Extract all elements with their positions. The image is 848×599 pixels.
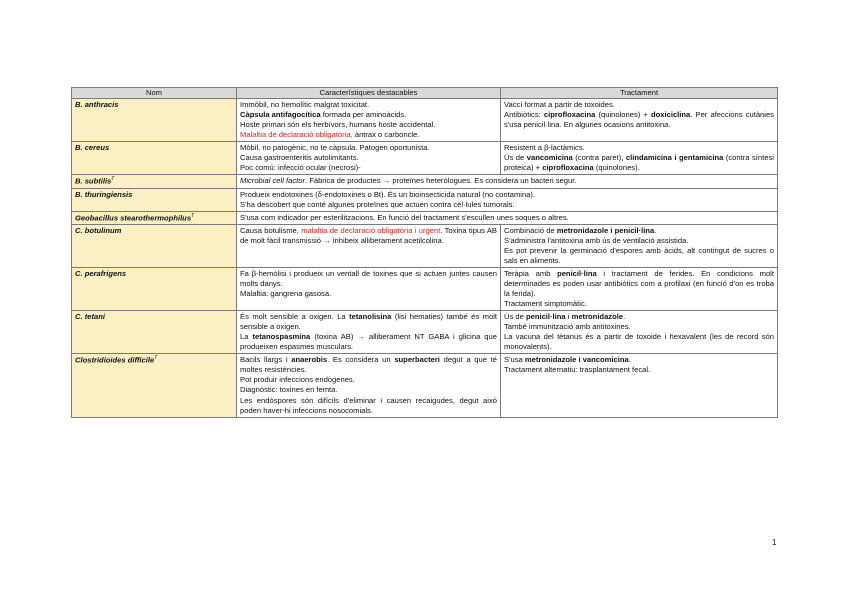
bacterium-name: C. botulinum xyxy=(72,225,237,268)
bacteria-table xyxy=(71,87,778,418)
treatment-cell: S'usa metronidazole i vancomicina. Tractament alternatiu: trasplantament fecal. xyxy=(501,354,778,417)
table-row xyxy=(72,211,778,225)
table-row xyxy=(72,354,778,417)
features-cell: És molt sensible a oxigen. La tetanolisina (lisi hematies) també és molt sensible a oxigen. La tetanospasmina (toxina AB) → alliberament NT GABA i glicina que produeixen espasmes musculars. xyxy=(237,311,501,354)
header-features: Característiques destacables xyxy=(237,88,501,99)
bacterium-name: C. perafrigens xyxy=(72,268,237,311)
table-row xyxy=(72,311,778,354)
table-header-row xyxy=(72,88,778,99)
treatment-cell: Teràpia amb penicil·lina i tractament de ferides. En condicions molt determinades es poden usar antibiòtics com a profilaxi (en funció d'on es troba la ferida). Tractament simptomàtic. xyxy=(501,268,778,311)
bacterium-name: Clostridioides difficile$^T$ xyxy=(72,354,237,417)
table-row xyxy=(72,225,778,268)
description-cell: Produeix endotoxines (δ-endotoxines o Bt). És un bioinsecticida natural (no contamina). S'ha descobert que conté algunes proteïnes que actuen contra cèl·lules tumorals. xyxy=(237,188,778,211)
table-row xyxy=(72,99,778,142)
header-treatment: Tractament xyxy=(501,88,778,99)
treatment-cell: Resistent a β-lactàmics. Ús de vancomicina (contra paret), clindamicina i gentamicina (contra síntesi proteica) + ciprofloxacina (quinolones). xyxy=(501,142,778,175)
bacterium-name: B. anthracis xyxy=(72,99,237,142)
header-name: Nom xyxy=(72,88,237,99)
table-row xyxy=(72,188,778,211)
bacterium-name: Geobacillus stearothermophilus$^T$ xyxy=(72,211,237,225)
features-cell: Mòbil, no patogènic, no te càpsula. Patogen oportunista. Causa gastroenteritis autolimitants. Poc comú: infecció ocular (necrosi)- xyxy=(237,142,501,175)
bacterium-name: B. thuringiensis xyxy=(72,188,237,211)
bacterium-name: B. subtilis$^T$ xyxy=(72,175,237,189)
page-number: 1 xyxy=(772,538,777,547)
treatment-cell: Vaccí format a partir de toxoides. Antibiòtics: ciprofloxacina (quinolones) + doxiciclina. Per afeccions cutànies s'usa penicil·lina. En algunes ocasions antitoxina. xyxy=(501,99,778,142)
table-row xyxy=(72,142,778,175)
description-cell: S'usa com indicador per esterilitzacions. En funció del tractament s'escullen unes soques o altres. xyxy=(237,211,778,225)
bacterium-name: B. cereus xyxy=(72,142,237,175)
description-cell: Microbial cell factor. Fàbrica de productes → proteïnes heteròlogues. Es considera un bacteri segur. xyxy=(237,175,778,189)
features-cell: Fa β-hemòlisi i produeix un ventall de toxines que si actuen juntes causen molts danys. Malaltia: gangrena gasosa. xyxy=(237,268,501,311)
features-cell: Bacils llargs i anaerobis. Es considera un superbacteri degut a que té moltes resistències. Pot produir infeccions endògenes. Diagnòstic: toxines en femta. Les endòspores són difícils d'eliminar i causen recaigudes, degut això poden haver-hi infeccions nosocomials. xyxy=(237,354,501,417)
table-row xyxy=(72,175,778,189)
treatment-cell: Combinació de metronidazole i penicil·lina. S'administra l'antitoxina amb ús de ventilació assistida. Es pot prevenir la germinació d'espores amb àcids, alt contingut de sucres o sals en aliments. xyxy=(501,225,778,268)
features-cell: Causa botulisme, malaltia de declaració obligatòria i urgent. Toxina tipus AB de molt fàcil transmissió → inhibeix alliberament acetilcolina. xyxy=(237,225,501,268)
table-row xyxy=(72,268,778,311)
treatment-cell: Ús de penicil·lina i metronidazole. També immunització amb antitoxines. La vacuna del tètanus és a partir de toxoide i hexavalent (les de record són monovalents). xyxy=(501,311,778,354)
bacterium-name: C. tetani xyxy=(72,311,237,354)
features-cell: Immòbil, no hemolític malgrat toxicitat. Càpsula antifagocítica formada per aminoàcids. Hoste primari són els herbívors, humans hoste accidental. Malaltia de declaració obligatòria, àntrax o carboncle. xyxy=(237,99,501,142)
